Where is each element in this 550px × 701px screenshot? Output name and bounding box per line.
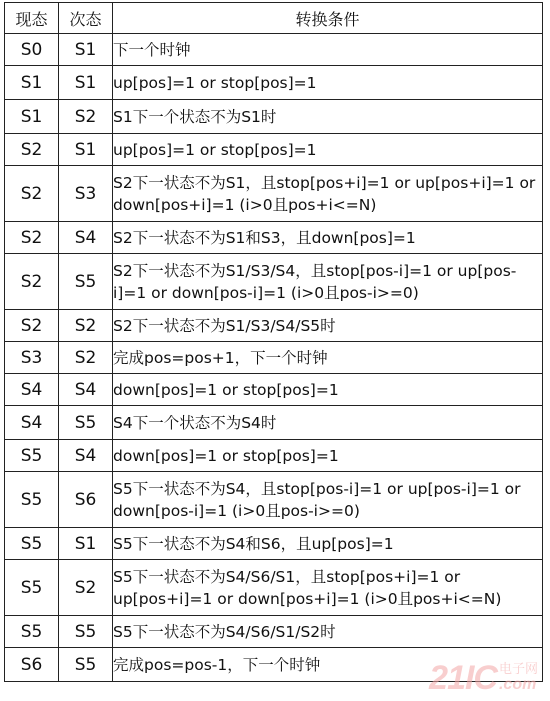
next-state-cell: S4 (59, 374, 113, 406)
condition-cell: S2下一状态不为S1/S3/S4，且stop[pos-i]=1 or up[pos-i]=1 or down[pos-i]=1 (i>0且pos-i>=0) (113, 254, 543, 310)
watermark-side (499, 663, 538, 693)
condition-cell: S4下一个状态不为S4时 (113, 406, 543, 440)
current-state-cell: S2 (5, 310, 59, 342)
current-state-cell: S2 (5, 254, 59, 310)
condition-cell: S2下一状态不为S1和S3，且down[pos]=1 (113, 222, 543, 254)
header-row (5, 3, 543, 34)
next-state-cell: S2 (59, 310, 113, 342)
table-row (5, 222, 543, 254)
next-state-cell: S2 (59, 342, 113, 374)
next-state-cell: S1 (59, 34, 113, 66)
table-row (5, 254, 543, 310)
current-state-cell: S5 (5, 616, 59, 648)
next-state-cell: S6 (59, 472, 113, 528)
next-state-cell: S1 (59, 66, 113, 100)
current-state-cell: S5 (5, 440, 59, 472)
condition-cell: S5下一状态不为S4/S6/S1，且stop[pos+i]=1 or up[pos+i]=1 or down[pos+i]=1 (i>0且pos+i<=N) (113, 560, 543, 616)
condition-cell: down[pos]=1 or stop[pos]=1 (113, 440, 543, 472)
next-state-cell: S4 (59, 440, 113, 472)
current-state-cell: S0 (5, 34, 59, 66)
table-row (5, 406, 543, 440)
condition-cell: S2下一状态不为S1，且stop[pos+i]=1 or up[pos+i]=1 or down[pos+i]=1 (i>0且pos+i<=N) (113, 166, 543, 222)
next-state-cell: S1 (59, 134, 113, 166)
current-state-cell: S2 (5, 166, 59, 222)
current-state-cell: S3 (5, 342, 59, 374)
table-row (5, 310, 543, 342)
condition-cell: down[pos]=1 or stop[pos]=1 (113, 374, 543, 406)
condition-cell: 完成pos=pos-1，下一个时钟 (113, 648, 543, 682)
watermark-cn: 电子网 (498, 662, 538, 677)
table-row (5, 472, 543, 528)
table-row (5, 34, 543, 66)
next-state-cell: S3 (59, 166, 113, 222)
site-watermark-logo (429, 659, 538, 697)
table-row (5, 66, 543, 100)
header-next-state: 次态 (59, 3, 113, 34)
condition-cell: 完成pos=pos+1，下一个时钟 (113, 342, 543, 374)
table-row (5, 100, 543, 134)
next-state-cell: S2 (59, 560, 113, 616)
table-row (5, 616, 543, 648)
condition-cell: up[pos]=1 or stop[pos]=1 (113, 134, 543, 166)
table-row (5, 528, 543, 560)
next-state-cell: S5 (59, 406, 113, 440)
condition-cell: 下一个时钟 (113, 34, 543, 66)
next-state-cell: S2 (59, 100, 113, 134)
next-state-cell: S5 (59, 254, 113, 310)
header-current-state: 现态 (5, 3, 59, 34)
header-condition: 转换条件 (113, 3, 543, 34)
current-state-cell: S6 (5, 648, 59, 682)
table-row (5, 560, 543, 616)
current-state-cell: S2 (5, 134, 59, 166)
condition-cell: S5下一状态不为S4和S6，且up[pos]=1 (113, 528, 543, 560)
next-state-cell: S5 (59, 648, 113, 682)
condition-cell: S1下一个状态不为S1时 (113, 100, 543, 134)
current-state-cell: S2 (5, 222, 59, 254)
condition-cell: S2下一状态不为S1/S3/S4/S5时 (113, 310, 543, 342)
table-row (5, 440, 543, 472)
current-state-cell: S4 (5, 374, 59, 406)
table-row (5, 166, 543, 222)
condition-cell: S5下一状态不为S4/S6/S1/S2时 (113, 616, 543, 648)
state-transition-table (4, 2, 543, 682)
table-row (5, 374, 543, 406)
next-state-cell: S5 (59, 616, 113, 648)
condition-cell: S5下一状态不为S4，且stop[pos-i]=1 or up[pos-i]=1 or down[pos-i]=1 (i>0且pos-i>=0) (113, 472, 543, 528)
next-state-cell: S4 (59, 222, 113, 254)
current-state-cell: S5 (5, 472, 59, 528)
current-state-cell: S4 (5, 406, 59, 440)
table-row (5, 342, 543, 374)
next-state-cell: S1 (59, 528, 113, 560)
current-state-cell: S5 (5, 560, 59, 616)
current-state-cell: S1 (5, 100, 59, 134)
table-body (5, 34, 543, 682)
current-state-cell: S1 (5, 66, 59, 100)
table-row (5, 134, 543, 166)
watermark-number: 21IC (429, 659, 497, 697)
condition-cell: up[pos]=1 or stop[pos]=1 (113, 66, 543, 100)
current-state-cell: S5 (5, 528, 59, 560)
watermark-url: .com (498, 676, 537, 693)
